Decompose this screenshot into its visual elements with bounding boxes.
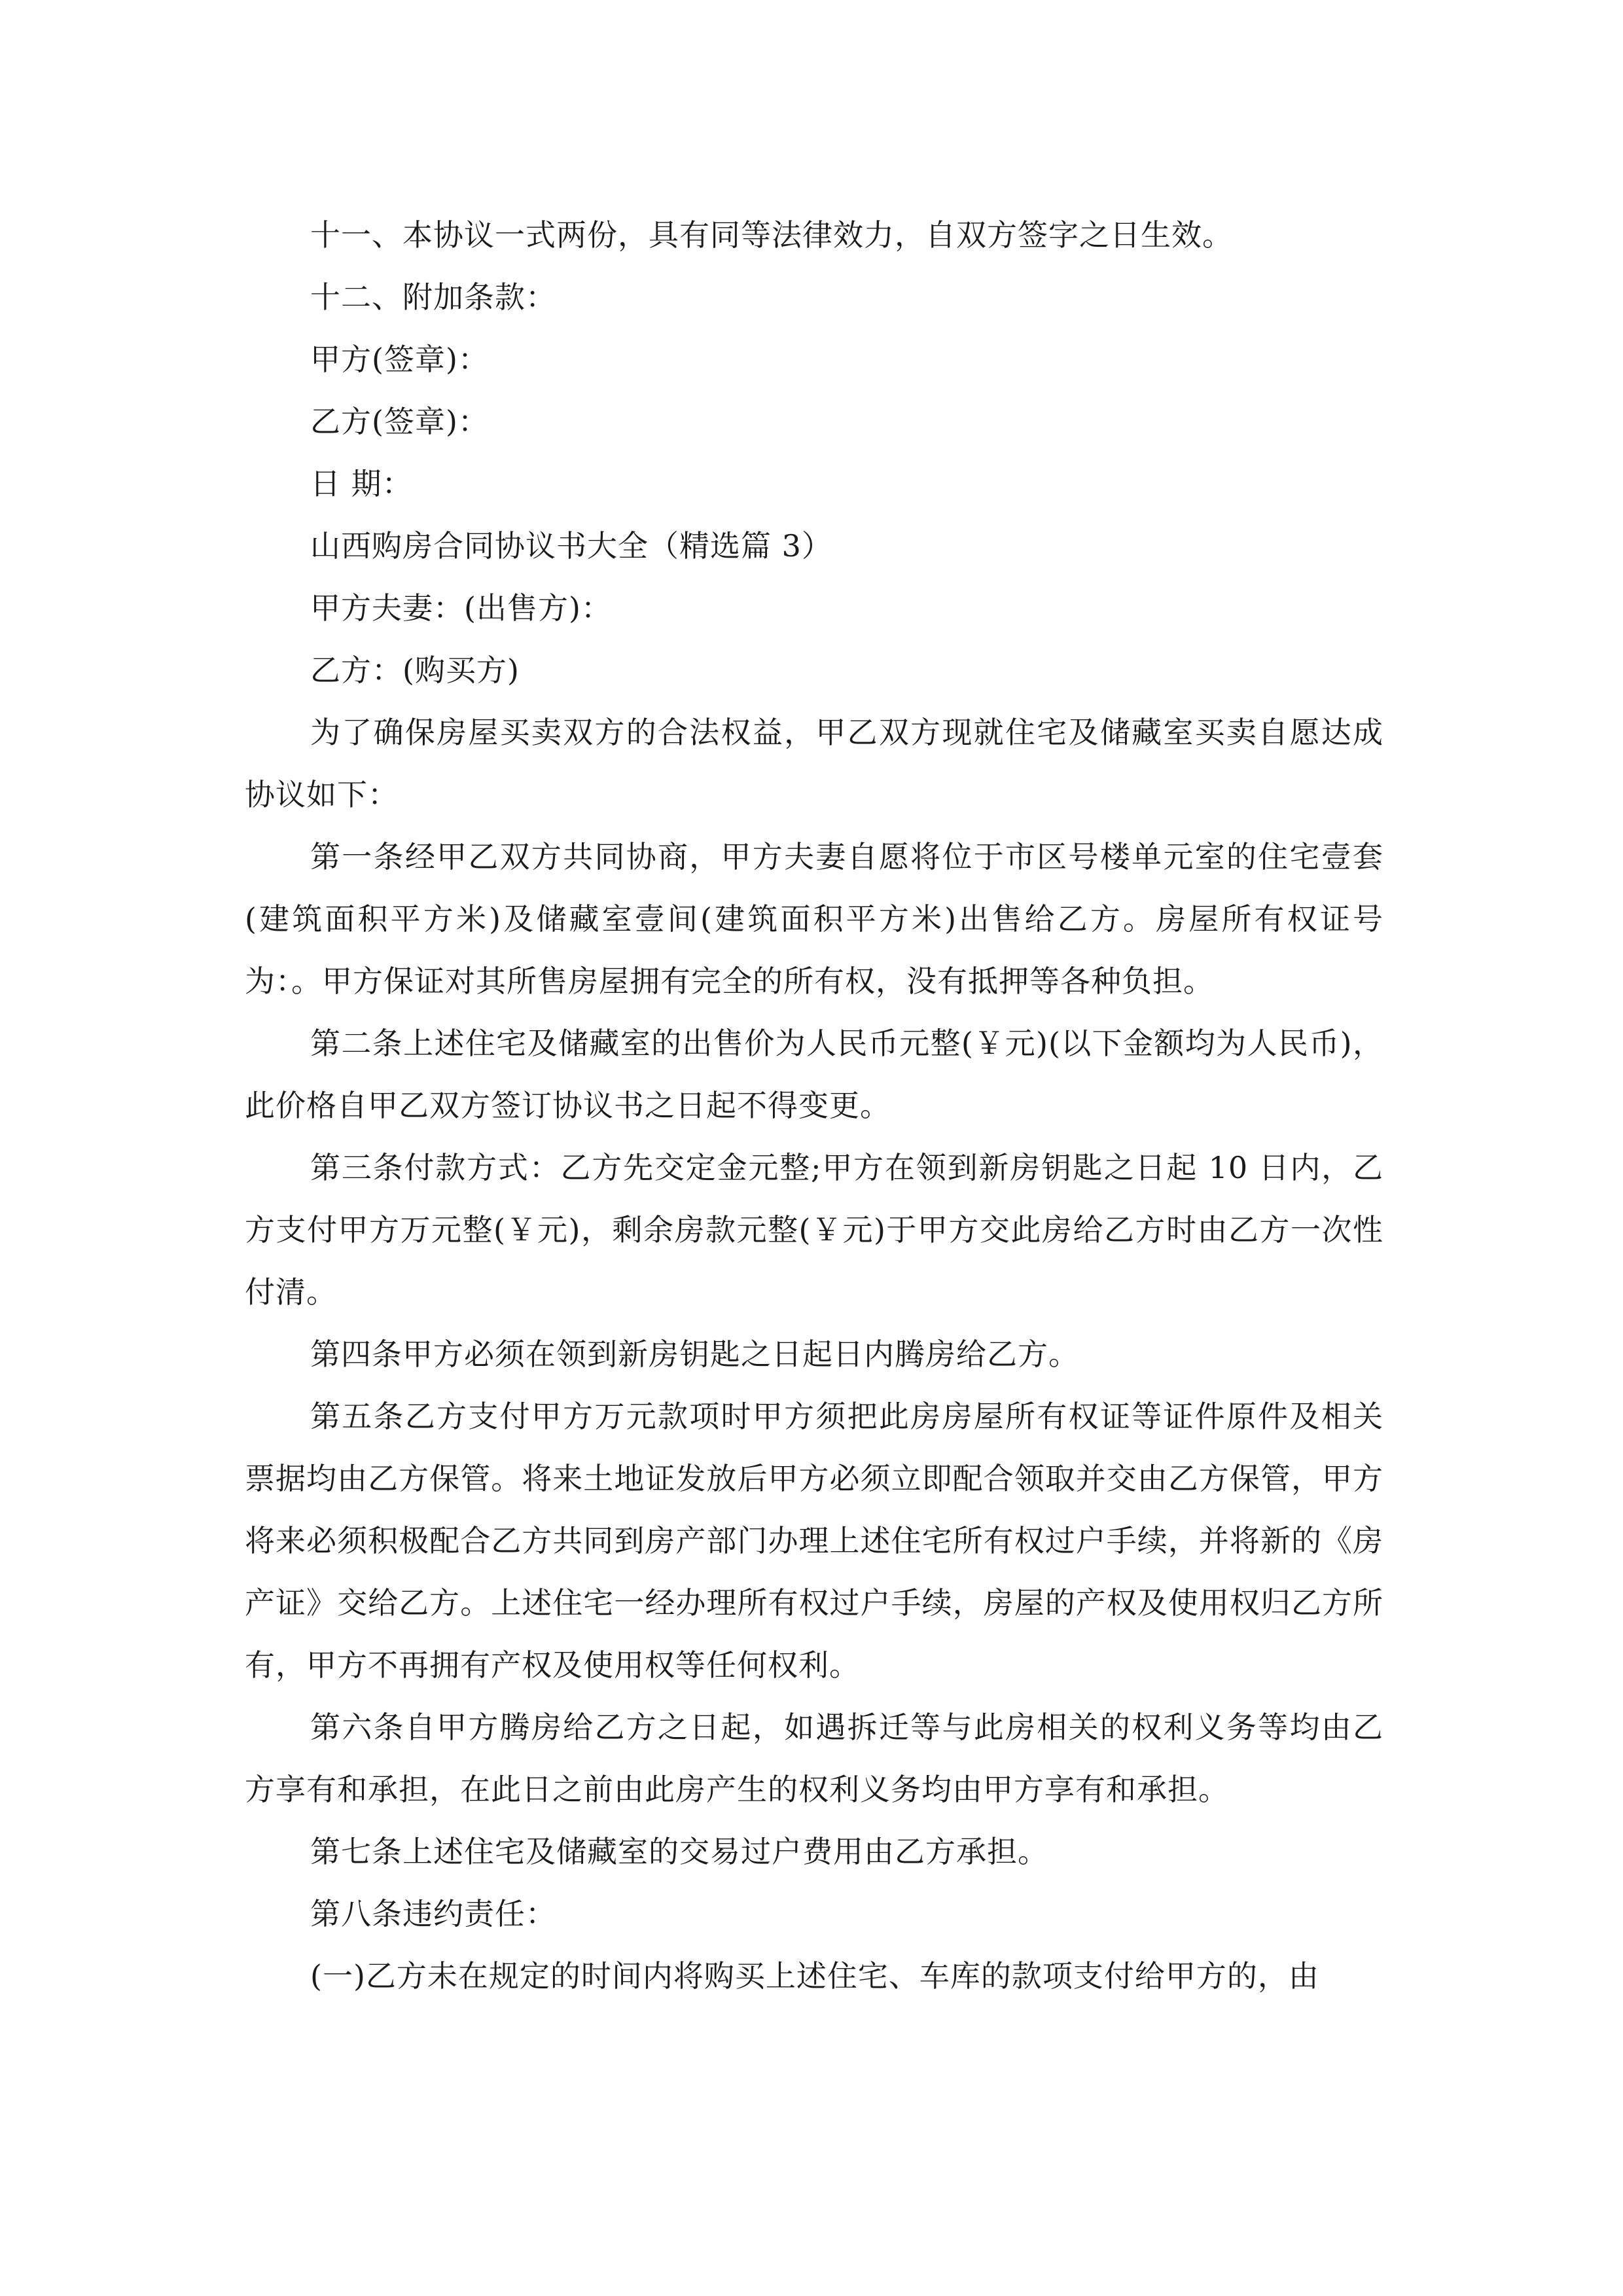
section-heading: 山西购房合同协议书大全（精选篇 3） <box>310 528 832 564</box>
party-a-signature-line: 甲方(签章)： <box>310 342 489 377</box>
article-one: 第一条经甲乙双方共同协商，甲方夫妻自愿将位于市区号楼单元室的住宅壹套(建筑面积平方米)及储藏室壹间(建筑面积平方米)出售给乙方。房屋所有权证号为：。甲方保证对其所售房屋拥有完全的所有权，没有抵押等各种负担。 <box>245 839 1383 999</box>
article-four: 第四条甲方必须在领到新房钥匙之日起日内腾房给乙方。 <box>310 1336 1079 1372</box>
party-b-buyer: 乙方：(购买方) <box>310 653 520 688</box>
article-seven: 第七条上述住宅及储藏室的交易过户费用由乙方承担。 <box>310 1834 1048 1869</box>
clause-eleven: 十一、本协议一式两份，具有同等法律效力，自双方签字之日生效。 <box>310 217 1233 253</box>
article-five: 第五条乙方支付甲方万元款项时甲方须把此房房屋所有权证等证件原件及相关票据均由乙方保管。将来土地证发放后甲方必须立即配合领取并交由乙方保管，甲方将来必须积极配合乙方共同到房产部门办理上述住宅所有权过户手续，并将新的《房产证》交给乙方。上述住宅一经办理所有权过户手续，房屋的产权及使用权归乙方所有，甲方不再拥有产权及使用权等任何权利。 <box>245 1399 1383 1683</box>
party-b-signature-line: 乙方(签章)： <box>310 404 489 439</box>
party-a-seller: 甲方夫妻：(出售方)： <box>310 590 612 626</box>
article-three: 第三条付款方式：乙方先交定金元整;甲方在领到新房钥匙之日起 10 日内，乙方支付甲方万元整(￥元)，剩余房款元整(￥元)于甲方交此房给乙方时由乙方一次性付清。 <box>245 1150 1383 1310</box>
document-body <box>245 204 1383 2007</box>
date-line: 日 期： <box>310 466 413 501</box>
article-eight-item-one: (一)乙方未在规定的时间内将购买上述住宅、车库的款项支付给甲方的，由 <box>310 1958 1319 1994</box>
article-two: 第二条上述住宅及储藏室的出售价为人民币元整(￥元)(以下金额均为人民币)，此价格自甲乙双方签订协议书之日起不得变更。 <box>245 1026 1383 1123</box>
article-eight: 第八条违约责任： <box>310 1896 556 1931</box>
clause-twelve-additional-terms: 十二、附加条款： <box>310 279 556 315</box>
article-six: 第六条自甲方腾房给乙方之日起，如遇拆迁等与此房相关的权利义务等均由乙方享有和承担，在此日之前由此房产生的权利义务均由甲方享有和承担。 <box>245 1710 1383 1807</box>
preamble: 为了确保房屋买卖双方的合法权益，甲乙双方现就住宅及储藏室买卖自愿达成协议如下： <box>245 715 1383 812</box>
